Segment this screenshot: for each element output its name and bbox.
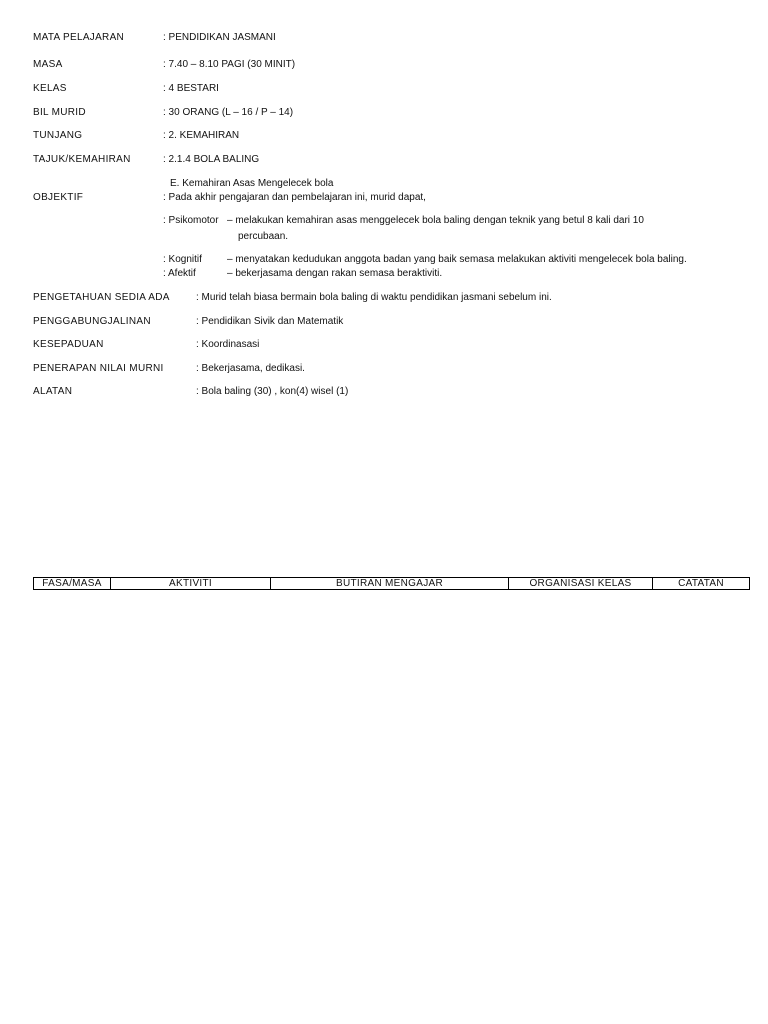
activity-table-header (33, 577, 750, 590)
header-catatan: CATATAN (653, 578, 750, 590)
header-butiran-mengajar: BUTIRAN MENGAJAR (271, 578, 509, 590)
kelas-label: KELAS (33, 83, 67, 94)
alatan-value: : Bola baling (30) , kon(4) wisel (1) (196, 386, 349, 397)
penggabungjalinan-value: : Pendidikan Sivik dan Matematik (196, 316, 344, 327)
kesepaduan-value: : Koordinasasi (196, 339, 260, 350)
tajuk-label: TAJUK/KEMAHIRAN (33, 154, 131, 165)
tunjang-label: TUNJANG (33, 130, 83, 141)
mata-pelajaran-label: MATA PELAJARAN (33, 32, 125, 43)
bil-murid-value: : 30 ORANG (L – 16 / P – 14) (163, 107, 294, 118)
pengetahuan-label: PENGETAHUAN SEDIA ADA (33, 292, 170, 303)
kesepaduan-label: KESEPADUAN (33, 339, 104, 350)
nilai-label: PENERAPAN NILAI MURNI (33, 363, 164, 374)
header-aktiviti: AKTIVITI (111, 578, 271, 590)
table-header-row (34, 578, 750, 590)
kognitif-label: : Kognitif (163, 254, 202, 265)
pengetahuan-value: : Murid telah biasa bermain bola baling di waktu pendidikan jasmani sebelum ini. (196, 292, 552, 303)
header-fasa-masa: FASA/MASA (34, 578, 111, 590)
mata-pelajaran-value: : PENDIDIKAN JASMANI (163, 32, 276, 43)
objektif-intro: : Pada akhir pengajaran dan pembelajaran ini, murid dapat, (163, 192, 426, 203)
kognitif-text: – menyatakan kedudukan anggota badan yang baik semasa melakukan aktiviti mengelecek bola baling. (227, 254, 687, 265)
afektif-label: : Afektif (163, 268, 196, 279)
masa-label: MASA (33, 59, 63, 70)
kelas-value: : 4 BESTARI (163, 83, 219, 94)
masa-value: : 7.40 – 8.10 PAGI (30 MINIT) (163, 59, 296, 70)
afektif-text: – bekerjasama dengan rakan semasa beraktiviti. (227, 268, 443, 279)
nilai-value: : Bekerjasama, dedikasi. (196, 363, 305, 374)
psikomotor-cont: percubaan. (238, 231, 289, 242)
objektif-label: OBJEKTIF (33, 192, 84, 203)
psikomotor-text: – melakukan kemahiran asas menggelecek bola baling dengan teknik yang betul 8 kali dari 10 (227, 215, 644, 226)
penggabungjalinan-label: PENGGABUNGJALINAN (33, 316, 151, 327)
bil-murid-label: BIL MURID (33, 107, 86, 118)
alatan-label: ALATAN (33, 386, 73, 397)
tunjang-value: : 2. KEMAHIRAN (163, 130, 240, 141)
psikomotor-label: : Psikomotor (163, 215, 219, 226)
tajuk-value: : 2.1.4 BOLA BALING (163, 154, 260, 165)
header-organisasi-kelas: ORGANISASI KELAS (509, 578, 653, 590)
objektif-subtitle: E. Kemahiran Asas Mengelecek bola (170, 178, 334, 189)
